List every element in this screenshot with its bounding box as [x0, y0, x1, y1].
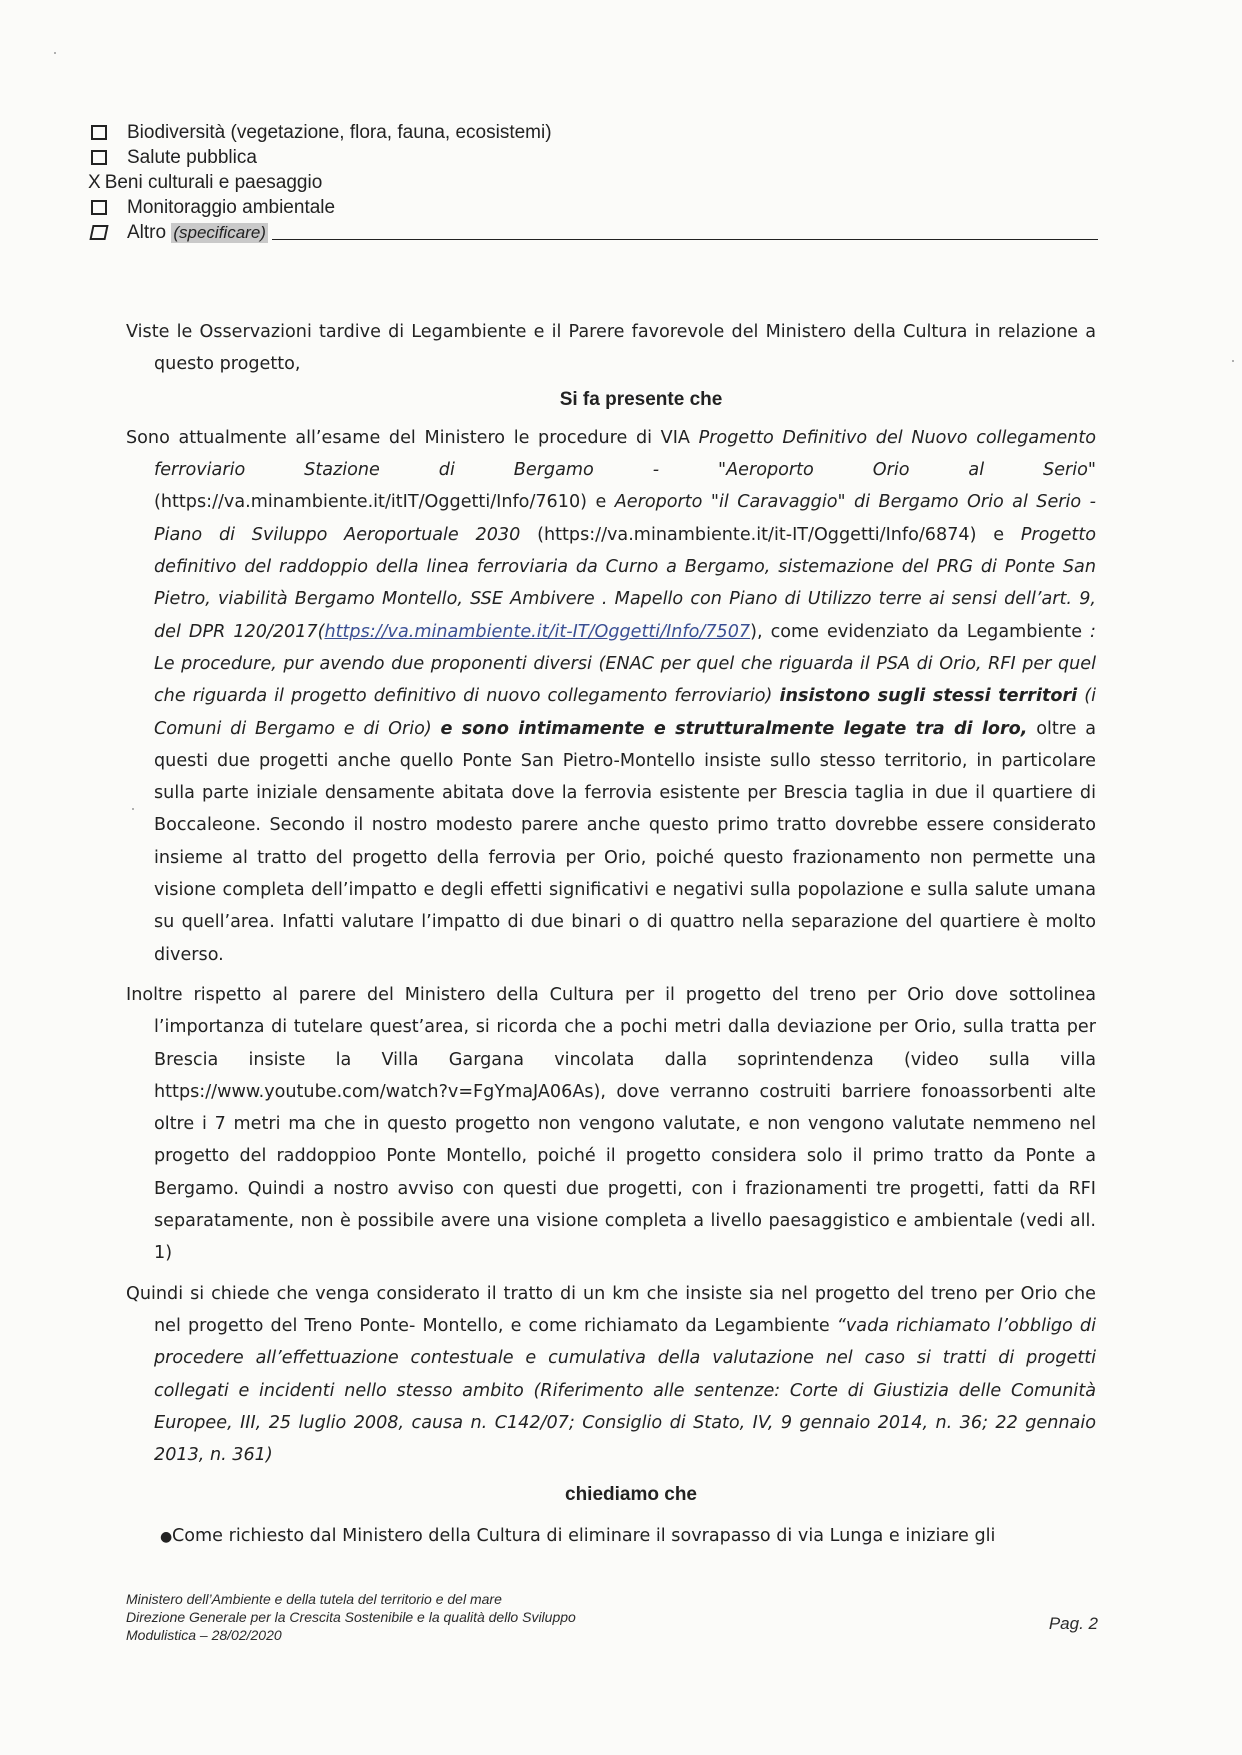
- text-span: “vada richiamato l’obbligo di procedere all’effettuazione contestuale e cumulativa della valutazione nel caso si tratti di progetti collegati e incidenti nello stesso ambito (Riferimento alle sentenze: Corte di Giustizia delle Comunità Europee, III, 25 luglio 2008, causa n. C142/07; Consiglio di Stato, IV, 9 gennaio 2014, n. 36; 22 gennaio 2013, n. 361): [154, 1315, 1096, 1466]
- text-span: Progetto Definitivo del Nuovo collegamento ferroviario Stazione di Bergamo - "Aeroporto Orio al Serio": [154, 427, 1096, 481]
- footer-line: Modulistica – 28/02/2020: [126, 1627, 282, 1643]
- text-span: Progetto definitivo del raddoppio della linea ferroviaria da Curno a Bergamo, sistemazione del PRG di Ponte San Pietro, viabilità Bergamo Montello, SSE Ambivere . Mapello con Piano di Utilizzo terre ai sensi dell’art. 9, del DPR 120/2017(: [154, 524, 1096, 642]
- text-span: e sono intimamente e strutturalmente legate tra di loro,: [440, 718, 1028, 739]
- body-text: [126, 316, 1096, 1553]
- checklist-label: Biodiversità (vegetazione, flora, fauna, ecosistemi): [127, 121, 552, 143]
- checklist-item-biodiversita: [88, 120, 1098, 145]
- heading-si-fa-presente: Si fa presente che: [559, 388, 723, 410]
- checklist-item-salute: [88, 145, 1098, 170]
- text-span: (i Comuni di Bergamo e di Orio): [154, 686, 1096, 739]
- page-footer: [126, 1590, 1096, 1644]
- footer-line: Ministero dell’Ambiente e della tutela del territorio e del mare: [126, 1591, 502, 1607]
- checklist-label: Altro: [127, 221, 167, 243]
- text-span: (https://va.minambiente.it/itIT/Oggetti/Info/7610) e: [154, 492, 615, 513]
- checkbox-icon: [89, 225, 108, 240]
- text-span: insistono sugli stessi territori: [779, 686, 1078, 707]
- text-span: (https://va.minambiente.it/it-IT/Oggetti/Info/6874) e: [520, 524, 1021, 545]
- checklist-item-beni-culturali: [88, 170, 1098, 195]
- text-span: Sono attualmente all’esame del Ministero le procedure di VIA: [126, 427, 699, 448]
- text-span: : Le procedure, pur avendo due proponenti diversi (ENAC per quel che riguarda il PSA di Orio, RFI per quel che riguarda il progetto definitivo di nuovo collegamento ferroviario): [154, 621, 1096, 707]
- bullet-item: [126, 1520, 1096, 1553]
- checklist-item-altro: [88, 220, 1098, 245]
- fill-in-line: [272, 225, 1098, 240]
- topic-checklist: [88, 120, 1098, 245]
- via-link[interactable]: https://va.minambiente.it/it-IT/Oggetti/Info/7507: [324, 621, 751, 642]
- scan-speck: [132, 808, 134, 810]
- heading-chiediamo: chiediamo che: [565, 1484, 697, 1506]
- page-number: Pag. 2: [1048, 1614, 1098, 1633]
- bullet-icon: ●: [160, 1528, 173, 1545]
- checklist-label: Salute pubblica: [127, 146, 257, 168]
- checkbox-icon: [91, 200, 107, 215]
- paragraph-procedure: [126, 422, 1096, 971]
- checkbox-icon: [91, 125, 107, 140]
- x-mark: X: [88, 171, 101, 193]
- paragraph-villa-gargana: Inoltre rispetto al parere del Ministero della Cultura per il progetto del treno per Orio dove sottolinea l’importanza di tutelare quest’area, si ricorda che a pochi metri dalla deviazione per Orio, sulla tratta per Brescia insiste la Villa Gargana vincolata dalla soprintendenza (video sulla villa https://www.youtube.com/watch?v=FgYmaJA06As), dove verranno costruiti barriere fonoassorbenti alte oltre i 7 metri ma che in questo progetto non vengono valutate, e non vengono valutate nemmeno nel progetto del raddoppioo Ponte Montello, poiché il progetto considera solo il primo tratto da Ponte a Bergamo. Quindi a nostro avviso con questi due progetti, con i frazionamenti tre progetti, fatti da RFI separatamente, non è possibile avere una visione completa a livello paesaggistico e ambientale (vedi all. 1): [126, 984, 1096, 1264]
- checklist-item-monitoraggio: [88, 195, 1098, 220]
- paragraph-richiesta: [126, 1278, 1096, 1472]
- text-span: oltre a questi due progetti anche quello Ponte San Pietro-Montello insiste sullo stesso territorio, in particolare sulla parte iniziale densamente abitata dove la ferrovia esistente per Brescia taglia in due il quartiere di Boccaleone. Secondo il nostro modesto parere anche questo primo tratto dovrebbe essere considerato insieme al tratto del progetto della ferrovia per Orio, poiché questo frazionamento non permette una visione completa dell’impatto e degli effetti significativi e negativi sulla popolazione e sulla salute umana su quell’area. Infatti valutare l’impatto di due binari o di quattro nella separazione del quartiere è molto diverso.: [154, 718, 1096, 965]
- scan-speck: [54, 52, 56, 54]
- footer-line: Direzione Generale per la Crescita Sostenibile e la qualità dello Sviluppo: [126, 1609, 576, 1625]
- checkbox-icon: [91, 150, 107, 165]
- checklist-label: Beni culturali e paesaggio: [104, 171, 323, 193]
- text-span: Quindi si chiede che venga considerato il tratto di un km che insiste sia nel progetto del treno per Orio che nel progetto del Treno Ponte- Montello, e come richiamato da Legambiente: [126, 1283, 1096, 1336]
- text-span: ), come evidenziato da Legambiente: [750, 621, 1091, 642]
- specify-note: (specificare): [173, 222, 266, 242]
- checklist-label: Monitoraggio ambientale: [127, 196, 336, 218]
- scan-speck: [1232, 360, 1234, 362]
- text-span: Aeroporto "il Caravaggio" di Bergamo Orio al Serio - Piano di Sviluppo Aeroportuale 2030: [154, 492, 1096, 545]
- intro-paragraph: Viste le Osservazioni tardive di Legambiente e il Parere favorevole del Ministero della Cultura in relazione a questo progetto,: [126, 322, 1096, 375]
- bullet-text: Come richiesto dal Ministero della Cultura di eliminare il sovrapasso di via Lunga e iniziare gli: [172, 1525, 996, 1546]
